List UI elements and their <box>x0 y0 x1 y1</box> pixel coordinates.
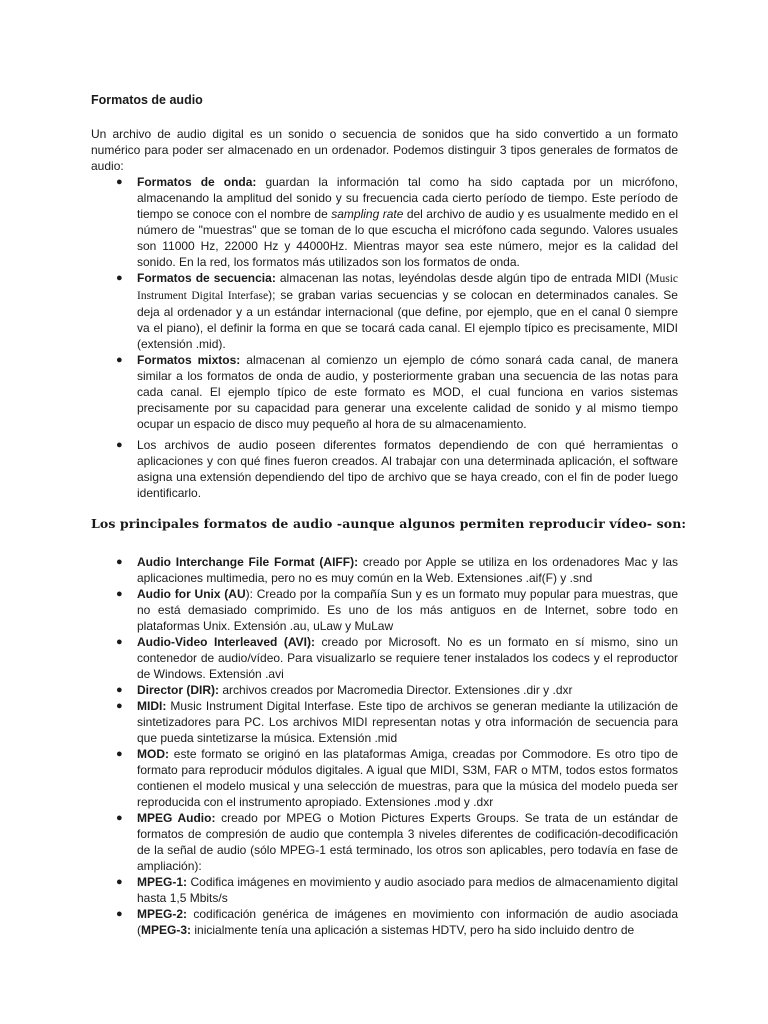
item-text: almacenan al comienzo un ejemplo de cómo sonará cada canal, de manera similar a los formatos de onda de audio, y posteriormente graban una secuencia de las notas para cada canal. El ejemplo típico de este formato es MOD, el cual funciona en varios sistemas precisamente por su capacidad para generar una excelente calidad de sonido y al mismo tiempo ocupar un espacio de disco muy pequeño al hora de su almacenamiento. <box>137 353 678 431</box>
list-item-avi <box>116 634 678 682</box>
item-text: almacenan las notas, leyéndolas desde algún tipo de entrada MIDI ( <box>275 271 650 285</box>
bullet-icon: ● <box>116 439 123 451</box>
list-item-aiff <box>116 554 678 586</box>
page-title: Formatos de audio <box>91 93 203 107</box>
term-label: MIDI: <box>137 699 167 713</box>
list-item-formatos-mixtos <box>116 352 678 432</box>
item-text: Codifica imágenes en movimiento y audio asociado para medios de almacenamiento digital hasta 1,5 Mbits/s <box>137 875 678 905</box>
item-text: creado por Microsoft. No es un formato en sí mismo, sino un contenedor de audio/vídeo. Para visualizarlo se requiere tener instalados los codecs y el reproductor de Windows. Extensión .avi <box>137 635 678 681</box>
list-item-au <box>116 586 678 634</box>
term-label: MOD: <box>137 747 169 761</box>
term-label: Audio-Video Interleaved (AVI): <box>137 635 315 649</box>
term-label: Formatos de secuencia: <box>137 271 276 285</box>
note-list <box>116 437 678 501</box>
item-text: codificación genérica de imágenes en movimiento con información de audio asociada ( <box>137 907 678 937</box>
bullet-icon: ● <box>116 176 123 188</box>
item-text: creado por MPEG o Motion Pictures Experts Groups. Se trata de un estándar de formatos de compresión de audio que contempla 3 niveles diferentes de codificación-decodificación de la señal de audio (sólo MPEG-1 está terminado, los otros son aplicables, pero todavía en fase de ampliación): <box>137 811 679 873</box>
intro-paragraph: Un archivo de audio digital es un sonido o secuencia de sonidos que ha sido convertido a un formato numérico para poder ser almacenado en un ordenador. Podemos distinguir 3 tipos generales de formatos de audio: <box>91 127 678 173</box>
bullet-icon: ● <box>116 908 123 920</box>
item-text: este formato se originó en las plataformas Amiga, creadas por Commodore. Es otro tipo de formato para reproducir módulos digitales. A igual que MIDI, S3M, FAR o MTM, todos estos formatos contienen el modelo musical y una selección de muestras, para que la música del modelo pueda ser reproducida con el instrumento apropiado. Extensiones .mod y .dxr <box>137 747 678 809</box>
audio-types-list <box>116 174 679 432</box>
item-text: archivos creados por Macromedia Director. Extensiones .dir y .dxr <box>219 683 573 697</box>
bullet-icon: ● <box>116 700 123 712</box>
section-heading: Los principales formatos de audio -aunque algunos permiten reproducir vídeo- son: <box>91 516 687 531</box>
bullet-icon: ● <box>116 588 123 600</box>
list-item-mpeg-audio <box>116 810 679 874</box>
bullet-icon: ● <box>116 812 123 824</box>
item-text: ): Creado por la compañía Sun y es un formato muy popular para muestras, que no está demasiado comprimido. Es uno de los más antiguos en de Internet, sobre todo en plataformas Unix. Extensión .au, uLaw y MuLaw <box>137 587 678 633</box>
item-text: guardan la información tal como ha sido captada por un micrófono, almacenando la amplitud del sonido y su frecuencia cada cierto período de tiempo. Este período de tiempo se conoce con el nombre de <box>137 175 679 221</box>
bullet-icon: ● <box>116 748 123 760</box>
item-text: inicialmente tenía una aplicación a sistemas HDTV, pero ha sido incluido dentro de <box>191 923 635 937</box>
list-item-midi <box>116 698 678 746</box>
list-item-formatos-de-secuencia <box>116 270 678 352</box>
term-label: MPEG Audio: <box>137 811 216 825</box>
bullet-icon: ● <box>116 556 123 568</box>
term-label: Director (DIR): <box>137 683 220 697</box>
list-item-mpeg-2 <box>116 906 678 938</box>
term-label: Formatos de onda: <box>137 175 257 189</box>
item-text: Music Instrument Digital Interfase. Este tipo de archivos se generan mediante la utilización de sintetizadores para PC. Los archivos MIDI representan notas y otra información de secuencia para que pueda sintetizarse la música. Extensión .mid <box>137 699 678 745</box>
term-label: Audio Interchange File Format (AIFF): <box>137 555 359 569</box>
list-item-formatos-de-onda <box>116 174 679 270</box>
item-text: del archivo de audio y es usualmente medido en el número de "muestras" que se toman de lo que escucha el micrófono cada segundo. Valores usuales son 11000 Hz, 22000 Hz y 44000Hz. Mientras mayor sea este número, mejor es la calidad del sonido. En la red, los formatos más utilizados son los formatos de onda. <box>137 207 678 269</box>
term-label: Audio for Unix (AU <box>137 587 246 601</box>
bullet-icon: ● <box>116 636 123 648</box>
term-label: MPEG-1: <box>137 875 188 889</box>
term-label: MPEG-2: <box>137 907 188 921</box>
item-serif-text: Music Instrument Digital Interfase <box>137 273 678 302</box>
item-text: creado por Apple se utiliza en los ordenadores Mac y las aplicaciones multimedia, pero no es muy común en la Web. Extensiones .aif(F) y .snd <box>137 555 678 585</box>
list-item-mod <box>116 746 678 810</box>
term-label: Formatos mixtos: <box>137 353 241 367</box>
item-text: Los archivos de audio poseen diferentes formatos dependiendo de con qué herramientas o aplicaciones y con qué fines fueron creados. Al trabajar con una determinada aplicación, el software asigna una extensión dependiendo del tipo de archivo que se haya creado, con el fin de poder luego identificarlo. <box>137 438 678 500</box>
term-label: MPEG-3: <box>141 923 192 937</box>
list-item-dir <box>116 682 678 698</box>
list-item-note <box>116 437 678 501</box>
item-emphasis: sampling rate <box>331 207 404 221</box>
bullet-icon: ● <box>116 272 123 284</box>
bullet-icon: ● <box>116 876 123 888</box>
list-item-mpeg-1 <box>116 874 678 906</box>
formats-list <box>116 554 679 938</box>
bullet-icon: ● <box>116 354 123 366</box>
bullet-icon: ● <box>116 684 123 696</box>
item-text: ); se graban varias secuencias y se colocan en determinados canales. Se deja al ordenador y a un estándar internacional (que define, por ejemplo, que en el canal 0 siempre va el piano), el definir la forma en que se tocará cada canal. El ejemplo típico es precisamente, MIDI (extensión .mid). <box>137 288 678 351</box>
